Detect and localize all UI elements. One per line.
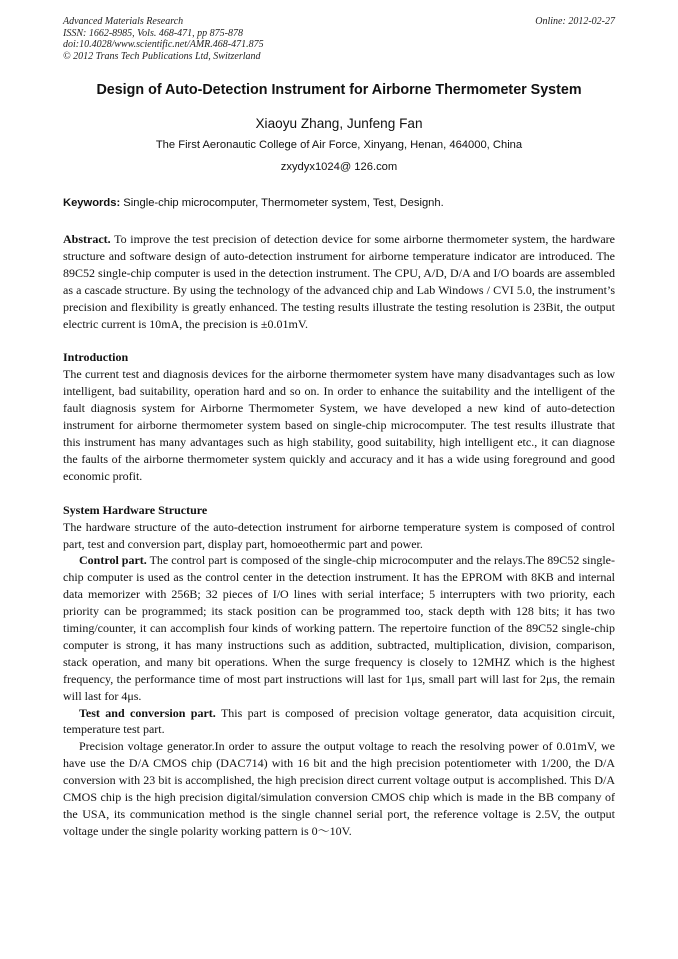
paper-title: Design of Auto-Detection Instrument for Airborne Thermometer System <box>96 82 582 98</box>
precision-voltage-paragraph: Precision voltage generator.In order to assure the output voltage to reach the resolving power of 0.01mV, we have use the D/A CMOS chip (DAC714) with 16 bit and the high precision potentiometer with 1/200, the D/A conversion with 23 bit is accomplished, the high precision direct current voltage output is accomplished. This D/A CMOS chip is the high precision digital/simulation conversion CMOS chip which is made in the BB company of the USA, its communication method is the single channel serial port, the reference voltage is 2.5V, the output voltage under the single polarity working pattern is 0～10V. <box>63 739 615 838</box>
hardware-heading: System Hardware Structure <box>63 502 208 517</box>
introduction-paragraph: The current test and diagnosis devices for the airborne thermometer system have many disadvantages such as low intelligent, bad suitability, operation hard and so on. In order to enhance the suitability and the intelligent of the fault diagnosis system for Airborne Thermometer System, we have developed a new kind of auto-detection instrument for airborne thermometer system based on single-chip microcomputer. The test results illustrate that this instrument has many advantages such as high stability, good suitability, high intelligent etc., it can diagnose the faults of the airborne thermometer system quickly and accuracy and it has a wide using foreground and good economic profit. <box>63 367 615 483</box>
journal-header <box>63 16 264 62</box>
test-conversion-paragraph <box>63 705 615 739</box>
keywords-text: Single-chip microcomputer, Thermometer system, Test, Designh. <box>120 197 444 209</box>
affiliation: The First Aeronautic College of Air Force, Xinyang, Henan, 464000, China <box>155 139 523 151</box>
introduction-heading: Introduction <box>63 350 129 365</box>
test-conversion-text: This part is composed of precision voltage generator, data acquisition circuit, temperature test part. <box>63 705 615 737</box>
journal-name: Advanced Materials Research <box>63 16 184 27</box>
paper-body <box>63 231 615 840</box>
abstract-text: To improve the test precision of detection device for some airborne thermometer system, the hardware structure and software design of auto-detection instrument for airborne temperature indicator are introduced. The 89C52 single-chip computer is used in the detection instrument. The CPU, A/D, D/A and I/O boards are assembled as a cascade structure. By using the technology of the advanced chip and Lab Windows / CVI 5.0, the instrument’s precision and flexibility is greatly enhanced. The testing results illustrate the testing resolution is 23Bit, the output electric current is 10mA, the precision is ±0.01mV. <box>63 232 615 331</box>
control-part-paragraph <box>63 552 615 704</box>
keywords-label: Keywords: <box>63 197 121 209</box>
test-conversion-label: Test and conversion part. <box>79 705 216 720</box>
hardware-intro-paragraph: The hardware structure of the auto-detection instrument for airborne temperature system is composed of control part, test and conversion part, display part, homoeothermic part and power. <box>63 519 615 551</box>
control-part-text: The control part is composed of the single-chip microcomputer and the relays.The 89C52 single-chip computer is used as the control center in the detection instrument. It has the EPROM with 8KB and internal data memorizer with 256B; 32 pieces of I/O lines with serial interface; 5 interrupters with two priority, each priority can be programmed; its stack position can be programmed too, stack depth with 128 bits; it has two timing/counter, it can accomplish four kinds of working pattern. The repertoire function of the 89C52 single-chip computer is strong, it has many instructions such as addition, subtracted, multiplication, division, comparison, stack operation, and many bit operations. When the surge frequency is closely to 12MHZ which is the highest frequency, the performance time of most part instructions will last for 1μs, small part will last for 2μs, the remain will last for 4μs. <box>63 553 615 703</box>
abstract-label: Abstract. <box>63 232 111 246</box>
control-part-label: Control part. <box>79 553 147 568</box>
authors: Xiaoyu Zhang, Junfeng Fan <box>255 116 423 131</box>
keywords <box>63 197 615 209</box>
online-date: Online: 2012-02-27 <box>535 16 615 27</box>
abstract-paragraph <box>63 231 615 332</box>
issn-line: ISSN: 1662-8985, Vols. 468-471, pp 875-878 <box>63 27 243 39</box>
copyright-line: © 2012 Trans Tech Publications Ltd, Switzerland <box>63 50 261 62</box>
doi-line: doi:10.4028/www.scientific.net/AMR.468-471.875 <box>63 39 264 50</box>
author-email: zxydyx1024@ 126.com <box>280 161 398 173</box>
